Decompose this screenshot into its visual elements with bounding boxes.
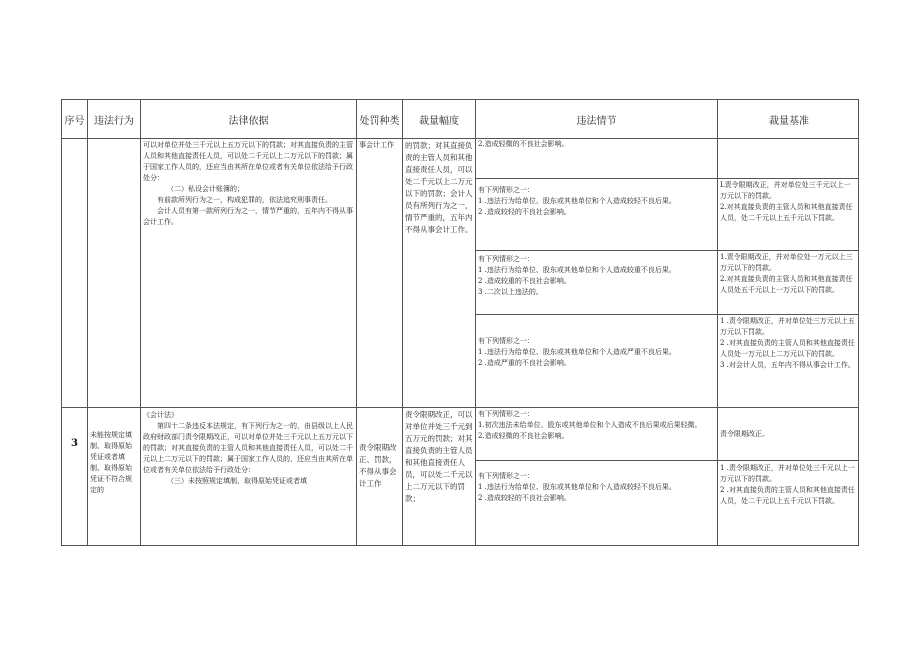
row2-violation [90,430,138,496]
header-range: 裁量幅度 [419,115,459,127]
std-text: 2 .对其直接负责的主管人员和其他直接责任人员处一万元以上二万元以下的罚款。 [720,339,855,358]
legal-text: 可以对单位并处三千元以上五万元以下的罚款；对其直接负责的主管人员和其他直接责任人员，可以处二千元以上二万元以下的罚款；属于国家工作人员的，还应当由其所在单位或者有关单位依法给予行政处分： [143,141,353,182]
legal-text: 有前款所列行为之一，构成犯罪的，依法追究刑事责任。 [157,196,332,204]
row1-std-b [720,180,857,224]
row1-penalty-type [359,140,401,151]
circ-text: 2.造成轻微的不良社会影响。 [478,432,569,440]
header-penalty-type: 处罚种类 [359,115,400,127]
header-legal-basis: 法律依据 [228,115,269,127]
header-seq: 序号 [64,115,85,127]
circ-text: 2 .造成较重的不良社会影响。 [478,277,571,285]
std-text: 3 .对会计人员，五年内不得从事会计工作。 [720,361,855,369]
row1-circ-d [478,336,714,369]
std-text: 1 .责令限期改正，并对单位处三千元以上一万元以下的罚款。 [720,464,855,483]
std-text: 2.对其直接负责的主管人员和其他直接责任人员，处二千元以上五千元以下罚款。 [720,203,853,222]
row2-range [405,409,473,505]
row1-std-c [720,252,857,296]
row2-circ-b [478,471,714,504]
row2-std-b [720,463,857,507]
std-text: 1.责令限期改正，并对单位处一万元以上三万元以下的罚款。 [720,253,853,272]
row2-seq: 3 [71,438,78,449]
range-text: 的罚款；对其直接负责的主管人员和其他直接责任人员，可以处二千元以上二万元以下的罚款；会计人员有所列行为之一，情节严重的，五年内不得从事会计工作。 [405,141,473,234]
row2-std-a [720,429,857,440]
circ-text: 2 .造成较轻的不良社会影响。 [478,208,571,216]
row2-legal-basis [143,410,353,544]
circ-text: 有下列情形之一： [478,255,534,263]
header-standard: 裁量基准 [769,115,809,127]
row1-legal-basis [143,140,353,405]
circ-text: 有下列情形之一： [478,410,534,418]
circ-text: 2.造成轻微的不良社会影响。 [478,140,569,148]
header-violation: 违法行为 [94,115,134,127]
legal-text: 会计人员有第一款所列行为之一，情节严重的，五年内不得从事会计工作。 [143,207,353,226]
circ-text: 有下列情形之一： [478,337,534,345]
std-text: 2.对其直接负责的主管人员和其他直接责任人员处五千元以上一万元以下的罚款。 [720,275,853,294]
row1-std-d [720,316,857,371]
std-text: 1 .责令限期改正，并对单位处三万元以上五万元以下罚款。 [720,317,855,336]
circ-text: 1 .违法行为给单位、股东或其他单位和个人造成严重不良后果。 [478,348,676,356]
row1-range [405,140,473,236]
circ-text: 1 .违法行为给单位、股东或其他单位和个人造成较重不良后果。 [478,266,676,274]
legal-text: （三）未按照规定填制、取得原始凭证或者填 [167,477,307,485]
legal-text: 《会计法》 [143,411,178,419]
penalty-table [61,99,859,546]
circ-text: 1 .违法行为给单位、股东或其他单位和个人造成较轻不良后果。 [478,483,676,491]
violation-text: 未能按规定填制、取得原始凭证或者填制、取得原始凭证不符合规定的 [90,431,132,494]
row2-penalty-type [359,442,401,490]
legal-text: （二）私设会计账簿的； [167,185,244,193]
circ-text: 有下列情形之一： [478,472,534,480]
std-text: 2 .对其直接负责的主管人员和其他直接责任人员，处二千元以上五千元以下罚款。 [720,486,855,505]
penalty-type-text: 责令限期改正、罚款，不得从事会计工作 [359,443,397,488]
row1-circ-b [478,185,714,218]
circ-text: 有下列情形之一： [478,186,534,194]
row1-circ-c [478,254,714,298]
circ-text: 2 .造成严重的不良社会影响。 [478,359,571,367]
penalty-type-text: 事会计工作 [359,141,394,149]
row1-circ-a [478,139,714,150]
range-text: 责令限期改正，可以对单位并处三千元到五万元的罚款；对其直接负责的主管人员和其他直接责任人员，可以处二千元以上二万元以下的罚款； [405,410,473,503]
circ-text: 3 .二次以上违法的。 [478,288,543,296]
circ-text: 2 .造成较轻的不良社会影响。 [478,494,571,502]
std-text: L责令限期改正，并对单位处三千元以上一万元以下的罚款。 [720,181,851,200]
header-circumstances: 违法情节 [576,115,617,127]
row2-circ-a [478,409,714,442]
circ-text: 1 .违法行为给单位、股东或其他单位和个人造成较轻不良后果。 [478,197,676,205]
legal-text: 第四十二条违反本法规定，有下列行为之一的，由县级以上人民政府财政部门责令限期改正，可以对单位并处三千元以上五万元以下的罚款；对其直接负责的主管人员和其他直接责任人员，可以处二千元以上二万元以下的罚款；属于国家工作人员的，还应当由其所在单位或者有关单位依法给予行政处分： [143,422,353,474]
circ-text: 1.初次违法未给单位、股东或其他单位和个人造成不良后果或后果轻微。 [478,421,702,429]
std-text: 责令限期改正。 [720,430,769,438]
